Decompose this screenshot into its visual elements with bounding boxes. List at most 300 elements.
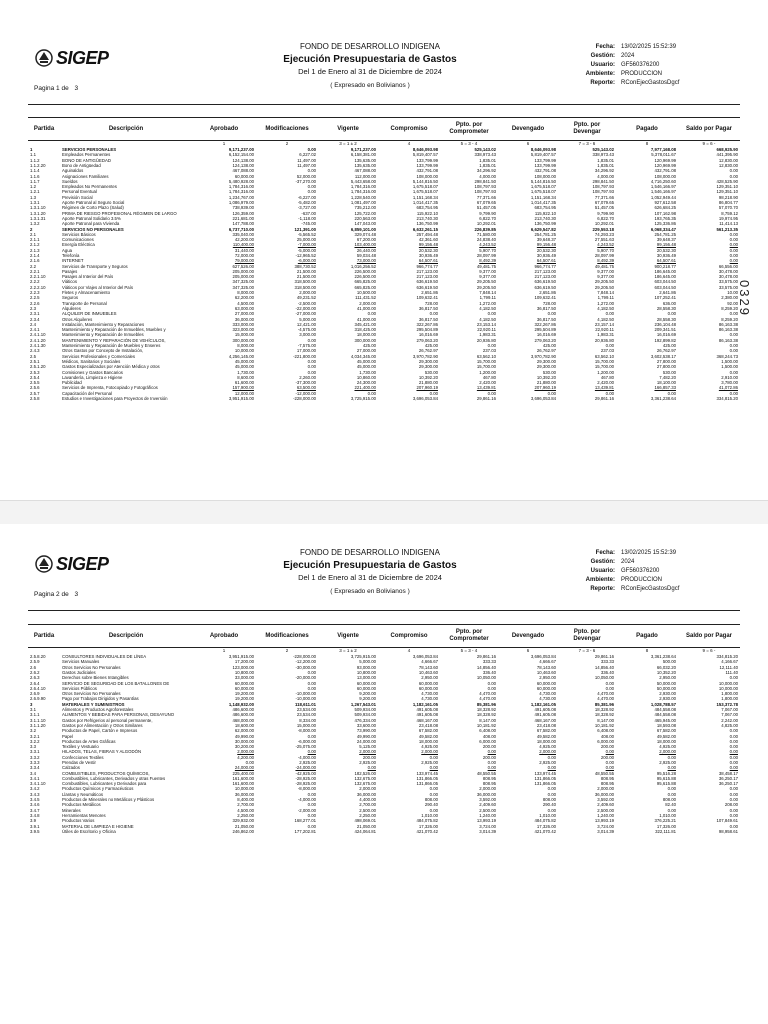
partida-cell: 2.6 xyxy=(30,664,36,670)
amount-cell: 36,000.00 xyxy=(234,791,254,797)
description-cell: Papel xyxy=(62,733,73,739)
amount-cell: 111.40 xyxy=(725,669,738,675)
amount-cell: 36,000.00 xyxy=(234,316,254,322)
column-header: Aprobado xyxy=(192,625,256,648)
amount-cell: 8,259.20 xyxy=(721,305,738,311)
partida-cell: 3.4.1.10 xyxy=(30,781,46,787)
amount-cell: 10,500.00 xyxy=(356,290,376,296)
amount-cell: 166,857.33 xyxy=(654,385,676,391)
description-cell: Instalación, Mantenimiento y Reparaciones xyxy=(62,321,145,327)
amount-cell: 115,922.10 xyxy=(416,210,438,216)
amount-cell: 36,817.50 xyxy=(418,305,438,311)
amount-cell: 13,993.19 xyxy=(476,818,496,824)
amount-cell: 1,228,540.00 xyxy=(350,194,376,200)
amount-cell: 4,925.00 xyxy=(539,744,556,750)
amount-cell: 484,075.82 xyxy=(534,818,556,824)
partida-cell: 2.1.3 xyxy=(30,247,40,253)
amount-cell: -6,227.00 xyxy=(297,194,316,200)
partida-cell: 2.5.4 xyxy=(30,374,40,380)
amount-cell: 0.00 xyxy=(605,685,614,691)
amount-cell: 0.00 xyxy=(729,749,738,755)
partida-cell: 2.4.1.20 xyxy=(30,337,46,343)
amount-cell: 98,218.90 xyxy=(718,194,738,200)
amount-cell: 31,440.00 xyxy=(234,247,254,253)
description-cell: Gastos por Refrigerios al personal permanente, xyxy=(62,717,153,723)
amount-cell: 1,016,256.52 xyxy=(350,263,376,269)
amount-cell: 0.00 xyxy=(729,332,738,338)
amount-cell: 966,774.77 xyxy=(534,263,556,269)
amount-cell: 636,619.50 xyxy=(416,279,438,285)
amount-cell: 108,000.00 xyxy=(416,173,438,179)
amount-cell: 728.00 xyxy=(424,300,438,306)
amount-cell: 7,848.14 xyxy=(597,290,614,296)
amount-cell: 636.00 xyxy=(662,300,676,306)
amount-cell: 6,158,381.00 xyxy=(350,152,376,158)
amount-cell: 135,635.00 xyxy=(354,162,376,168)
amount-cell: 8,147.00 xyxy=(479,717,496,723)
amount-cell: 24,300.00 xyxy=(356,380,376,386)
amount-cell: -1,118.00 xyxy=(298,215,316,221)
amount-cell: 237.03 xyxy=(600,348,614,354)
amount-cell: 4,666.67 xyxy=(539,659,556,665)
amount-cell: 1,182,161.05 xyxy=(530,701,556,707)
column-number: 4 xyxy=(378,648,440,655)
amount-cell: 48,550.55 xyxy=(476,770,496,776)
amount-cell: -5,000.00 xyxy=(297,247,316,253)
amount-cell: 41,000.00 xyxy=(356,305,376,311)
amount-cell: 6,822.70 xyxy=(479,215,496,221)
partida-cell: 2.2.1 xyxy=(30,268,40,274)
amount-cell: 323,000.00 xyxy=(232,327,254,333)
amount-cell: 467.80 xyxy=(482,374,496,380)
amount-cell: 290.40 xyxy=(542,802,556,808)
amount-cell: 683,754.95 xyxy=(534,205,556,211)
partida-cell: 3.4.5 xyxy=(30,797,40,803)
amount-cell: 18,000.00 xyxy=(418,738,438,744)
amount-cell: 110,400.00 xyxy=(232,242,254,248)
column-header: Ppto. por Comprometer xyxy=(440,625,498,648)
description-cell: Otros Servicios No Personales xyxy=(62,664,121,670)
amount-cell: 225,400.00 xyxy=(232,770,254,776)
amount-cell: 2,000.00 xyxy=(597,786,614,792)
partida-cell: 3.1.1.20 xyxy=(30,722,46,728)
partida-cell: 3.2 xyxy=(30,728,36,734)
amount-cell: 23,418.08 xyxy=(418,722,438,728)
amount-cell: 49,990.00 xyxy=(234,733,254,739)
amount-cell: 4,730.00 xyxy=(421,691,438,697)
partida-cell: 2.3.4 xyxy=(30,316,40,322)
amount-cell: 9,171,237.00 xyxy=(350,147,376,153)
amount-cell: 13,439.81 xyxy=(476,385,496,391)
amount-cell: 131,866.05 xyxy=(534,775,556,781)
amount-cell: 2,950.00 xyxy=(539,675,556,681)
amount-cell: 135,635.00 xyxy=(354,157,376,163)
amount-cell: 0.00 xyxy=(729,369,738,375)
amount-cell: 0.00 xyxy=(307,733,316,739)
partida-cell: 1 xyxy=(30,147,33,153)
amount-cell: 808.95 xyxy=(482,775,496,781)
amount-cell: 6,822.70 xyxy=(597,215,614,221)
amount-cell: 0.00 xyxy=(729,258,738,264)
amount-cell: 9,377.00 xyxy=(597,268,614,274)
amount-cell: 0.00 xyxy=(729,786,738,792)
amount-cell: 49,990.00 xyxy=(356,733,376,739)
amount-cell: 4,400.00 xyxy=(359,797,376,803)
amount-cell: 1,799.11 xyxy=(597,295,614,301)
amount-cell: 322,267.86 xyxy=(534,321,556,327)
description-cell: Productos de Papel, Cartón e Impresos xyxy=(62,728,138,734)
amount-cell: 468,167.00 xyxy=(534,717,556,723)
amount-cell: 2,420.00 xyxy=(479,380,496,386)
amount-cell: 1,784,316.00 xyxy=(350,184,376,190)
amount-cell: 0.00 xyxy=(307,685,316,691)
amount-cell: 50,000.00 xyxy=(656,680,676,686)
amount-cell: 124,138.00 xyxy=(232,157,254,163)
partida-cell: 2.1.4 xyxy=(30,252,40,258)
amount-cell: 3,696,053.84 xyxy=(412,396,438,401)
amount-cell: -7,575.00 xyxy=(297,343,316,349)
partida-cell: 2.2.1.10 xyxy=(30,274,46,280)
amount-cell: 221,400.00 xyxy=(354,385,376,391)
amount-cell: 0.00 xyxy=(729,311,738,317)
amount-cell: 132,675.00 xyxy=(354,775,376,781)
amount-cell: 2,950.00 xyxy=(421,675,438,681)
amount-cell: 0.00 xyxy=(605,390,614,396)
partida-cell: 2.1.1 xyxy=(30,237,40,243)
amount-cell: 1,200.00 xyxy=(597,369,614,375)
amount-cell: 290.40 xyxy=(424,802,438,808)
amount-cell: 0.00 xyxy=(605,680,614,686)
amount-cell: 334,815.20 xyxy=(716,396,738,401)
amount-cell: 22,920.11 xyxy=(595,327,614,333)
amount-cell: 42,200.00 xyxy=(234,237,254,243)
amount-cell: 1,675,518.07 xyxy=(530,184,556,190)
amount-cell: 30,478.00 xyxy=(718,268,738,274)
amount-cell: 491,605.08 xyxy=(534,707,556,713)
amount-cell: 51,457.05 xyxy=(594,205,614,211)
amount-cell: 0.00 xyxy=(307,812,316,818)
description-cell: ALIMENTOS Y BEBIDAS PARA PERSONAS, DESAYUNO xyxy=(62,712,175,718)
amount-cell: 1,835.01 xyxy=(479,157,496,163)
amount-cell: 29,205.50 xyxy=(476,284,496,290)
amount-cell: 29,861.16 xyxy=(594,396,614,401)
description-cell: Gastos Especializados por Atención Médica y otros xyxy=(62,364,160,370)
amount-cell: 1,675,518.07 xyxy=(412,189,438,195)
amount-cell: 665,825.00 xyxy=(354,284,376,290)
amount-cell: 136,750.99 xyxy=(416,221,438,227)
amount-cell: 29,300.00 xyxy=(536,364,556,370)
partida-cell: 2.6.9.90 xyxy=(30,696,46,702)
report-period: Del 1 de Enero al 31 de Diciembre de 2024 xyxy=(298,573,442,582)
description-cell: Empleados Permanentes xyxy=(62,152,111,158)
amount-cell: 77,371.66 xyxy=(476,194,496,200)
sigep-logo xyxy=(34,554,134,576)
amount-cell: 3,000.00 xyxy=(299,332,316,338)
amount-cell: 36,817.50 xyxy=(536,305,556,311)
bolivia-coat-of-arms-icon xyxy=(34,48,54,68)
description-cell: Previsión Social xyxy=(62,194,93,200)
amount-cell: 425.00 xyxy=(662,343,676,349)
amount-cell: 98,958.61 xyxy=(718,828,738,834)
amount-cell: 0.00 xyxy=(729,343,738,349)
amount-cell: 808.95 xyxy=(600,781,614,787)
description-cell: Herramientas Menores xyxy=(62,812,106,818)
amount-cell: 3,724.00 xyxy=(597,823,614,829)
scan-mark: 0329 xyxy=(737,280,752,317)
amount-cell: 5,144,816.50 xyxy=(530,178,556,184)
column-number: 9 = 6 - xyxy=(678,648,740,655)
amount-cell: 78,143.60 xyxy=(536,664,556,670)
amount-cell: 1,267,543.01 xyxy=(350,701,376,707)
amount-cell: 0.00 xyxy=(487,749,496,755)
amount-cell: 115,922.10 xyxy=(534,210,556,216)
amount-cell: 39,648.37 xyxy=(656,237,676,243)
amount-cell: 95,615.88 xyxy=(656,781,676,787)
amount-cell: 36,000.00 xyxy=(476,791,496,797)
column-header: Compromiso xyxy=(378,118,440,141)
amount-cell: 491,605.08 xyxy=(416,712,438,718)
amount-cell: 4,000.00 xyxy=(479,173,496,179)
amount-cell: 603,044.50 xyxy=(654,284,676,290)
amount-cell: 1,800.00 xyxy=(721,696,738,702)
column-header: Ppto. por Devengar xyxy=(558,625,616,648)
amount-cell: 15,000.00 xyxy=(296,722,316,728)
amount-cell: 2,000.00 xyxy=(299,290,316,296)
partida-cell: 1.3.1.31 xyxy=(30,215,46,221)
amount-cell: 20,936.80 xyxy=(476,337,496,343)
column-header: Devengado xyxy=(498,625,558,648)
amount-cell: 0.00 xyxy=(429,311,438,317)
amount-cell: 36,000.00 xyxy=(594,791,614,797)
amount-cell: 1,151,168.34 xyxy=(530,194,556,200)
amount-cell: 3,014.39 xyxy=(479,828,496,834)
partida-cell: 2.2.6 xyxy=(30,300,40,306)
amount-cell: 29,205.50 xyxy=(476,279,496,285)
description-cell: MATERIALES Y SUMINISTROS xyxy=(62,701,125,707)
amount-cell: 153,372.78 xyxy=(716,701,738,707)
amount-cell: -5,482.00 xyxy=(297,200,316,206)
amount-cell: 78,143.60 xyxy=(418,664,438,670)
amount-cell: 2,930.00 xyxy=(659,696,676,702)
amount-cell: 6,408.00 xyxy=(479,728,496,734)
amount-cell: 186,645.00 xyxy=(654,268,676,274)
amount-cell: 368,244.73 xyxy=(716,353,738,359)
amount-cell: 29,300.00 xyxy=(418,358,438,364)
amount-cell: 900,218.77 xyxy=(654,263,676,269)
amount-cell: 2,380.00 xyxy=(721,295,738,301)
column-number: 1 xyxy=(192,648,256,655)
amount-cell: 108,000.00 xyxy=(654,173,676,179)
description-cell: Servicios Públicos xyxy=(62,685,97,691)
amount-cell: -10,000.00 xyxy=(295,696,316,702)
amount-cell: 0.00 xyxy=(667,786,676,792)
description-cell: PRIMA DE RIESGO PROFESIONAL RÉGIMEN DE LARGO xyxy=(62,210,177,216)
description-cell: Telefonía xyxy=(62,252,80,258)
amount-cell: 4,470.00 xyxy=(597,696,614,702)
amount-cell: 60,000.00 xyxy=(234,685,254,691)
amount-cell: 0.00 xyxy=(429,754,438,760)
amount-cell: 60,000.00 xyxy=(356,685,376,691)
amount-cell: 67,079.65 xyxy=(476,200,496,206)
amount-cell: 0.00 xyxy=(429,765,438,771)
column-header: Partida xyxy=(28,118,60,141)
amount-cell: 21,050.00 xyxy=(356,823,376,829)
column-header: Descripción xyxy=(60,625,192,648)
amount-cell: 0.00 xyxy=(307,802,316,808)
amount-cell: 67,200.00 xyxy=(356,237,376,243)
amount-cell: 0.00 xyxy=(307,680,316,686)
description-cell: Minerales xyxy=(62,807,81,813)
divider xyxy=(28,610,740,611)
amount-cell: 217,123.00 xyxy=(534,274,556,280)
amount-cell: 36,250.17 xyxy=(718,781,738,787)
amount-cell: 322,111.81 xyxy=(655,828,676,834)
amount-cell: 129,351.10 xyxy=(716,184,738,190)
amount-cell: 9,377.00 xyxy=(597,274,614,280)
amount-cell: 0.00 xyxy=(245,759,254,765)
amount-cell: 108,797.93 xyxy=(474,184,496,190)
partida-cell: 2.5.8.20 xyxy=(30,654,46,660)
amount-cell: 108,797.93 xyxy=(592,189,614,195)
description-cell: Servicios Profesionales y Comerciales xyxy=(62,353,136,359)
amount-cell: 27,551.63 xyxy=(594,237,614,243)
amount-cell: 17,326.00 xyxy=(656,823,676,829)
amount-cell: 2,500.00 xyxy=(359,807,376,813)
partida-cell: 2 xyxy=(30,226,33,232)
amount-cell: 0.00 xyxy=(307,364,316,370)
amount-cell: -28,925.00 xyxy=(295,781,316,787)
amount-cell: 0.00 xyxy=(667,765,676,771)
partida-cell: 2.5.3 xyxy=(30,369,40,375)
partida-cell: 2.2.5 xyxy=(30,295,40,301)
amount-cell: 4,166.67 xyxy=(721,659,738,665)
amount-cell: 0.00 xyxy=(367,390,376,396)
amount-cell: 3,780.00 xyxy=(721,380,738,386)
partida-cell: 3.9 xyxy=(30,818,36,824)
amount-cell: 21,500.00 xyxy=(296,268,316,274)
amount-cell: 21,500.00 xyxy=(296,274,316,280)
amount-cell: 8,334.00 xyxy=(299,717,316,723)
amount-cell: 0.00 xyxy=(667,807,676,813)
amount-cell: 229,553.18 xyxy=(592,226,614,232)
amount-cell: 6,737,710.00 xyxy=(228,226,254,232)
amount-cell: 86,163.38 xyxy=(718,321,738,327)
amount-cell: 18,328.92 xyxy=(476,712,496,718)
amount-cell: 338,973.43 xyxy=(474,152,496,158)
amount-cell: 9,799.90 xyxy=(479,210,496,216)
amount-cell: 636,619.50 xyxy=(534,279,556,285)
report-currency: ( Expresado en Bolivianos ) xyxy=(330,82,410,89)
amount-cell: 4,256,145.00 xyxy=(228,353,254,359)
page-number xyxy=(34,591,82,598)
amount-cell: 338,973.43 xyxy=(592,152,614,158)
amount-cell: -228,000.00 xyxy=(293,396,316,401)
amount-cell: 93,000.00 xyxy=(356,664,376,670)
amount-cell: 636,619.50 xyxy=(416,284,438,290)
amount-cell: 5,443,658.00 xyxy=(350,178,376,184)
amount-cell: 966,774.77 xyxy=(416,263,438,269)
amount-cell: 1,784,316.00 xyxy=(350,189,376,195)
amount-cell: 23,418.08 xyxy=(536,722,556,728)
amount-cell: 33,600.00 xyxy=(356,722,376,728)
table-row xyxy=(28,396,740,401)
meta-label: Gestión: xyxy=(590,53,615,59)
amount-cell: 20,936.80 xyxy=(594,337,614,343)
amount-cell: 41,072.86 xyxy=(718,385,738,391)
amount-cell: 0.00 xyxy=(429,807,438,813)
column-header: Ppto. por Devengar xyxy=(558,118,616,141)
amount-cell: 6,000.00 xyxy=(479,738,496,744)
amount-cell: 561,213.35 xyxy=(716,226,738,232)
amount-cell: 18,328.92 xyxy=(594,712,614,718)
amount-cell: 4,243.52 xyxy=(479,242,496,248)
amount-cell: 347,325.00 xyxy=(232,284,254,290)
amount-cell: 0.00 xyxy=(307,823,316,829)
amount-cell: 99,156.48 xyxy=(536,242,556,248)
partida-cell: 1.1.4 xyxy=(30,168,40,174)
amount-cell: 0.00 xyxy=(729,812,738,818)
amount-cell: 3,696,053.84 xyxy=(412,654,438,660)
amount-cell: 67,582.00 xyxy=(536,728,556,734)
amount-cell: 85,381.96 xyxy=(476,701,496,707)
amount-cell: 1,784,316.00 xyxy=(228,189,254,195)
amount-cell: 10,392.20 xyxy=(536,374,556,380)
partida-cell: 3 xyxy=(30,701,33,707)
amount-cell: 2,925.00 xyxy=(421,759,438,765)
amount-cell: 30,936.49 xyxy=(418,252,438,258)
amount-cell: 530.00 xyxy=(662,369,676,375)
partida-cell: 3.4.7 xyxy=(30,807,40,813)
amount-cell: 4,182.50 xyxy=(597,305,614,311)
amount-cell: 36,250.17 xyxy=(718,775,738,781)
amount-cell: 63,000.00 xyxy=(234,305,254,311)
description-cell: Aporte Patronal Solidario 3.5% xyxy=(62,215,121,221)
column-number: 1 xyxy=(192,141,256,148)
amount-cell: 1,983.31 xyxy=(597,332,614,338)
amount-cell: 26,762.97 xyxy=(536,348,556,354)
amount-cell: 4,730.00 xyxy=(539,691,556,697)
page-label: Pagina 2 de xyxy=(34,591,69,598)
amount-cell: 333,000.00 xyxy=(232,321,254,327)
amount-cell: 51,457.05 xyxy=(476,205,496,211)
description-cell: BONO DE ANTIGÜEDAD xyxy=(62,157,111,163)
amount-cell: 0.00 xyxy=(729,237,738,243)
amount-cell: -8,000.00 xyxy=(297,728,316,734)
amount-cell: 525,143.02 xyxy=(592,147,614,153)
amount-cell: 0.00 xyxy=(729,390,738,396)
amount-cell: 4,470.00 xyxy=(479,696,496,702)
amount-cell: 133,799.99 xyxy=(416,162,438,168)
amount-cell: 0.00 xyxy=(729,733,738,739)
description-cell: Derechos sobre Bienes Intangibles xyxy=(62,675,129,681)
description-cell: Productos Varios xyxy=(62,818,95,824)
amount-cell: 376,225.21 xyxy=(654,818,676,824)
amount-cell: 1,182,161.05 xyxy=(412,701,438,707)
amount-cell: 12,111.40 xyxy=(719,664,738,670)
amount-cell: 3,592.00 xyxy=(597,797,614,803)
page-label: Pagina 1 de xyxy=(34,85,69,92)
amount-cell: 421,070.42 xyxy=(534,828,556,834)
amount-cell: 486,600.00 xyxy=(232,712,254,718)
amount-cell: 2,700.00 xyxy=(359,802,376,808)
amount-cell: 36,000.00 xyxy=(356,791,376,797)
amount-cell: 27,800.00 xyxy=(656,358,676,364)
amount-cell: 39,648.37 xyxy=(536,237,556,243)
amount-cell: -5,565.52 xyxy=(297,231,316,237)
amount-cell: 0.00 xyxy=(729,252,738,258)
divider xyxy=(28,104,740,105)
amount-cell: 200.00 xyxy=(362,754,376,760)
